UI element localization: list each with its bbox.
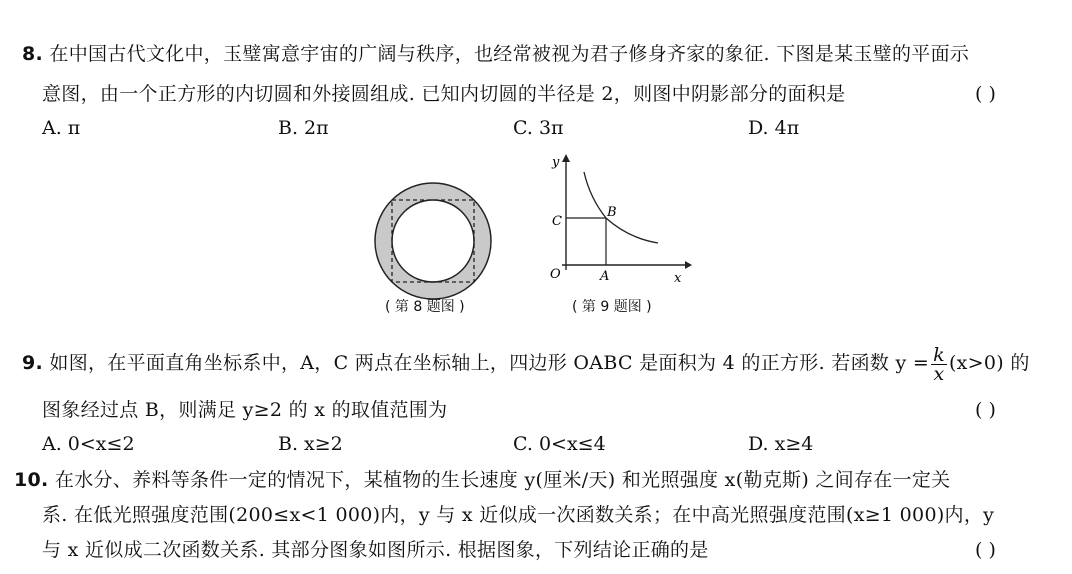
q8-option-c: C. 3π: [513, 117, 564, 139]
q9-line-1: [22, 343, 1030, 383]
q10-text-1: 在水分、养料等条件一定的情况下，某植物的生长速度 y(厘米/天) 和光照强度 x(勒克斯) 之间存在一定关: [54, 469, 951, 491]
q9-figure: [540, 150, 700, 290]
q9-text-1: 如图，在平面直角坐标系中，A，C 两点在坐标轴上，四边形 OABC 是面积为 4 的正方形. 若函数 y =: [49, 352, 930, 374]
q8-option-d: D. 4π: [748, 117, 800, 139]
label-y: y: [552, 155, 560, 170]
q8-line-1: [22, 42, 969, 66]
q9-option-b: B. x≥2: [278, 433, 343, 455]
label-o: O: [550, 267, 561, 282]
q9-option-a: A. 0<x≤2: [42, 433, 135, 455]
q10-line-3: [42, 538, 709, 562]
q8-answer-paren: ( ): [975, 83, 996, 105]
label-b: B: [607, 205, 617, 220]
q10-text-2: 系. 在低光照强度范围(200≤x<1 000)内，y 与 x 近似成一次函数关系；在中高光照强度范围(x≥1 000)内，y: [42, 504, 995, 526]
q10-text-3: 与 x 近似成二次函数关系. 其部分图象如图所示. 根据图象，下列结论正确的是: [42, 539, 709, 561]
q9-option-d: D. x≥4: [748, 433, 814, 455]
inner-circle: [392, 200, 474, 282]
label-c: C: [552, 214, 562, 229]
q9-number: 9.: [22, 352, 44, 374]
y-axis-arrow: [562, 154, 570, 162]
q9-figure-caption: ( 第 9 题图 ): [572, 299, 652, 315]
q9-line-2: [42, 398, 447, 422]
q9-frac-num: k: [933, 343, 945, 366]
q8-text-2: 意图，由一个正方形的内切圆和外接圆组成. 已知内切圆的半径是 2，则图中阴影部分的面积是: [42, 83, 846, 105]
q10-line-2: [42, 503, 994, 527]
q8-number: 8.: [22, 43, 44, 65]
q10-number: 10.: [14, 469, 49, 491]
x-axis-arrow: [685, 261, 692, 269]
q9-frac-den: x: [933, 362, 945, 385]
q8-text-1: 在中国古代文化中，玉璧寓意宇宙的广阔与秩序，也经常被视为君子修身齐家的象征. 下图是某玉璧的平面示: [49, 43, 970, 65]
q9-text-2: 图象经过点 B，则满足 y≥2 的 x 的取值范围为: [42, 399, 448, 421]
q8-line-2: [42, 82, 845, 106]
q10-answer-paren: ( ): [975, 539, 996, 561]
q9-text-1-post: (x>0) 的: [948, 352, 1030, 374]
q8-option-b: B. 2π: [278, 117, 329, 139]
q9-option-c: C. 0<x≤4: [513, 433, 606, 455]
q8-option-a: A. π: [42, 117, 81, 139]
q8-figure-caption: ( 第 8 题图 ): [385, 299, 465, 315]
label-a: A: [600, 269, 610, 284]
q9-answer-paren: ( ): [975, 399, 996, 421]
label-x: x: [674, 271, 682, 286]
q8-figure: [372, 180, 494, 302]
q9-fraction: [931, 343, 947, 385]
q10-line-1: [14, 468, 950, 492]
hyperbola-curve: [584, 172, 658, 243]
